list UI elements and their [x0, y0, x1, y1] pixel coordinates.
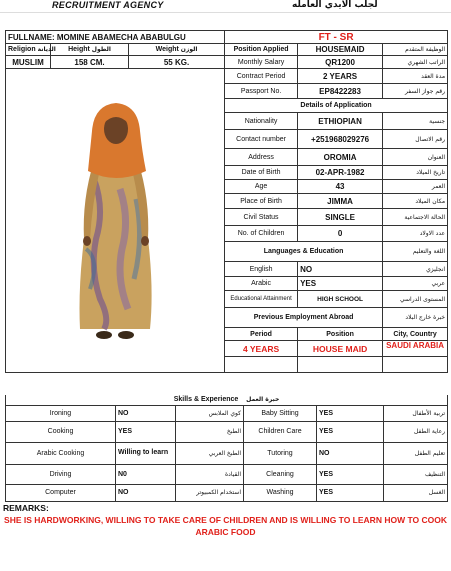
- skill-arabic: تعليم الطفل: [384, 442, 448, 464]
- detail-arabic: تاريخ الميلاد: [383, 166, 448, 180]
- skill-label: Arabic Cooking: [6, 442, 116, 464]
- education-value: HIGH SCHOOL: [298, 291, 383, 308]
- skill-arabic: القيادة: [176, 464, 244, 484]
- detail-value: OROMIA: [298, 149, 383, 166]
- detail-arabic: الحالة الاجتماعية: [383, 209, 448, 226]
- skill-value: YES: [116, 421, 176, 442]
- experience-title: Previous Employment Abroad: [225, 308, 383, 328]
- skill-value: YES: [317, 421, 384, 442]
- worker-code: FT - SR: [225, 31, 448, 44]
- detail-value: ETHIOPIAN: [298, 113, 383, 130]
- field-label: Contract Period: [225, 69, 298, 84]
- skills-title: Skills & Experience خبرة العمل: [6, 395, 448, 405]
- detail-label: Place of Birth: [225, 194, 298, 209]
- experience-country: SAUDI ARABIA: [383, 341, 448, 357]
- experience-empty: [225, 357, 298, 373]
- skill-arabic: الطبخ العربي: [176, 442, 244, 464]
- experience-empty: [298, 357, 383, 373]
- application-title: Details of Application: [225, 99, 448, 113]
- skill-label: Cleaning: [244, 464, 317, 484]
- skill-label: Baby Sitting: [244, 405, 317, 421]
- education-label: Educational Attainment: [225, 291, 298, 308]
- detail-arabic: مكان الميلاد: [383, 194, 448, 209]
- detail-value: 43: [298, 180, 383, 194]
- candidate-photo: [60, 89, 170, 351]
- language-label: Arabic: [225, 277, 298, 291]
- remarks-label: REMARKS:: [3, 503, 49, 513]
- experience-title-arabic: خبرة خارج البلاد: [383, 308, 448, 328]
- field-label: Passport No.: [225, 84, 298, 99]
- skill-arabic: رعاية الطفل: [384, 421, 448, 442]
- detail-value: 02-APR-1982: [298, 166, 383, 180]
- experience-empty: [383, 357, 448, 373]
- skill-value: NO: [317, 442, 384, 464]
- detail-label: Address: [225, 149, 298, 166]
- religion-value: MUSLIM: [6, 56, 51, 69]
- detail-arabic: العمر: [383, 180, 448, 194]
- agency-name-arabic: لجلب الايدي العامله: [292, 0, 378, 10]
- experience-period: 4 YEARS: [225, 341, 298, 357]
- detail-arabic: رقم الاتصال: [383, 130, 448, 149]
- cv-table: [5, 30, 448, 373]
- field-value: 2 YEARS: [298, 69, 383, 84]
- skill-value: NO: [116, 484, 176, 501]
- detail-arabic: العنوان: [383, 149, 448, 166]
- skill-label: Children Care: [244, 421, 317, 442]
- skill-label: Cooking: [6, 421, 116, 442]
- skill-arabic: الطبخ: [176, 421, 244, 442]
- language-value: NO: [298, 262, 383, 277]
- experience-header-country: City, Country: [383, 328, 448, 341]
- languages-title: Languages & Education: [225, 242, 383, 262]
- detail-label: Date of Birth: [225, 166, 298, 180]
- detail-arabic: جنسية: [383, 113, 448, 130]
- photo-cell: [6, 69, 225, 373]
- position-value: HOUSEMAID: [298, 44, 383, 56]
- skill-arabic: كوي الملابس: [176, 405, 244, 421]
- weight-label: Weight الوزن: [129, 44, 225, 56]
- field-value: QR1200: [298, 56, 383, 69]
- language-value: YES: [298, 277, 383, 291]
- detail-value: 0: [298, 226, 383, 242]
- field-arabic: رقم جواز السفر: [383, 84, 448, 99]
- language-arabic: انجليزي: [383, 262, 448, 277]
- experience-position: HOUSE MAID: [298, 341, 383, 357]
- skill-arabic: استخدام الكمبيوتر: [176, 484, 244, 501]
- skill-value: N0: [116, 464, 176, 484]
- experience-header-period: Period: [225, 328, 298, 341]
- detail-label: Nationality: [225, 113, 298, 130]
- height-value: 158 CM.: [51, 56, 129, 69]
- language-arabic: عربي: [383, 277, 448, 291]
- skill-label: Ironing: [6, 405, 116, 421]
- skill-label: Tutoring: [244, 442, 317, 464]
- position-label-arabic: الوظيفة المتقدم: [383, 44, 448, 56]
- field-label: Monthly Salary: [225, 56, 298, 69]
- remarks-text: SHE IS HARDWORKING, WILLING TO TAKE CARE OF CHILDREN AND IS WILLING TO LEARN HOW TO COOK ARABIC FOOD: [4, 515, 447, 537]
- skill-value: YES: [317, 484, 384, 501]
- position-label: Position Applied: [225, 44, 298, 56]
- skill-arabic: الغسل: [384, 484, 448, 501]
- detail-value: +251968029276: [298, 130, 383, 149]
- detail-label: Age: [225, 180, 298, 194]
- detail-label: Civil Status: [225, 209, 298, 226]
- detail-arabic: عدد الاولاد: [383, 226, 448, 242]
- experience-header-position: Position: [298, 328, 383, 341]
- skill-arabic: التنظيف: [384, 464, 448, 484]
- agency-name: RECRUITMENT AGENCY: [52, 0, 164, 10]
- skill-value: YES: [317, 464, 384, 484]
- fullname-cell: [6, 31, 225, 44]
- height-label: Height الطول: [51, 44, 129, 56]
- skill-arabic: تربية الأطفال: [384, 405, 448, 421]
- skill-value: Willing to learn: [116, 442, 176, 464]
- weight-value: 55 KG.: [129, 56, 225, 69]
- detail-value: JIMMA: [298, 194, 383, 209]
- skill-value: YES: [317, 405, 384, 421]
- detail-label: No. of Children: [225, 226, 298, 242]
- field-arabic: مدة العقد: [383, 69, 448, 84]
- detail-label: Contact number: [225, 130, 298, 149]
- skill-value: NO: [116, 405, 176, 421]
- skill-label: Washing: [244, 484, 317, 501]
- field-value: EP8422283: [298, 84, 383, 99]
- language-label: English: [225, 262, 298, 277]
- fullname-value: MOMINE ABAMECHA ABABULGU: [56, 32, 186, 42]
- skill-label: Driving: [6, 464, 116, 484]
- detail-value: SINGLE: [298, 209, 383, 226]
- fullname-label: FULLNAME:: [8, 32, 55, 42]
- religion-label: Religion الديانة: [6, 44, 51, 56]
- skill-label: Computer: [6, 484, 116, 501]
- languages-title-arabic: اللغة والتعليم: [383, 242, 448, 262]
- field-arabic: الراتب الشهري: [383, 56, 448, 69]
- skills-table: [5, 395, 448, 502]
- header-divider: [0, 12, 451, 13]
- education-arabic: المستوى الدراسي: [383, 291, 448, 308]
